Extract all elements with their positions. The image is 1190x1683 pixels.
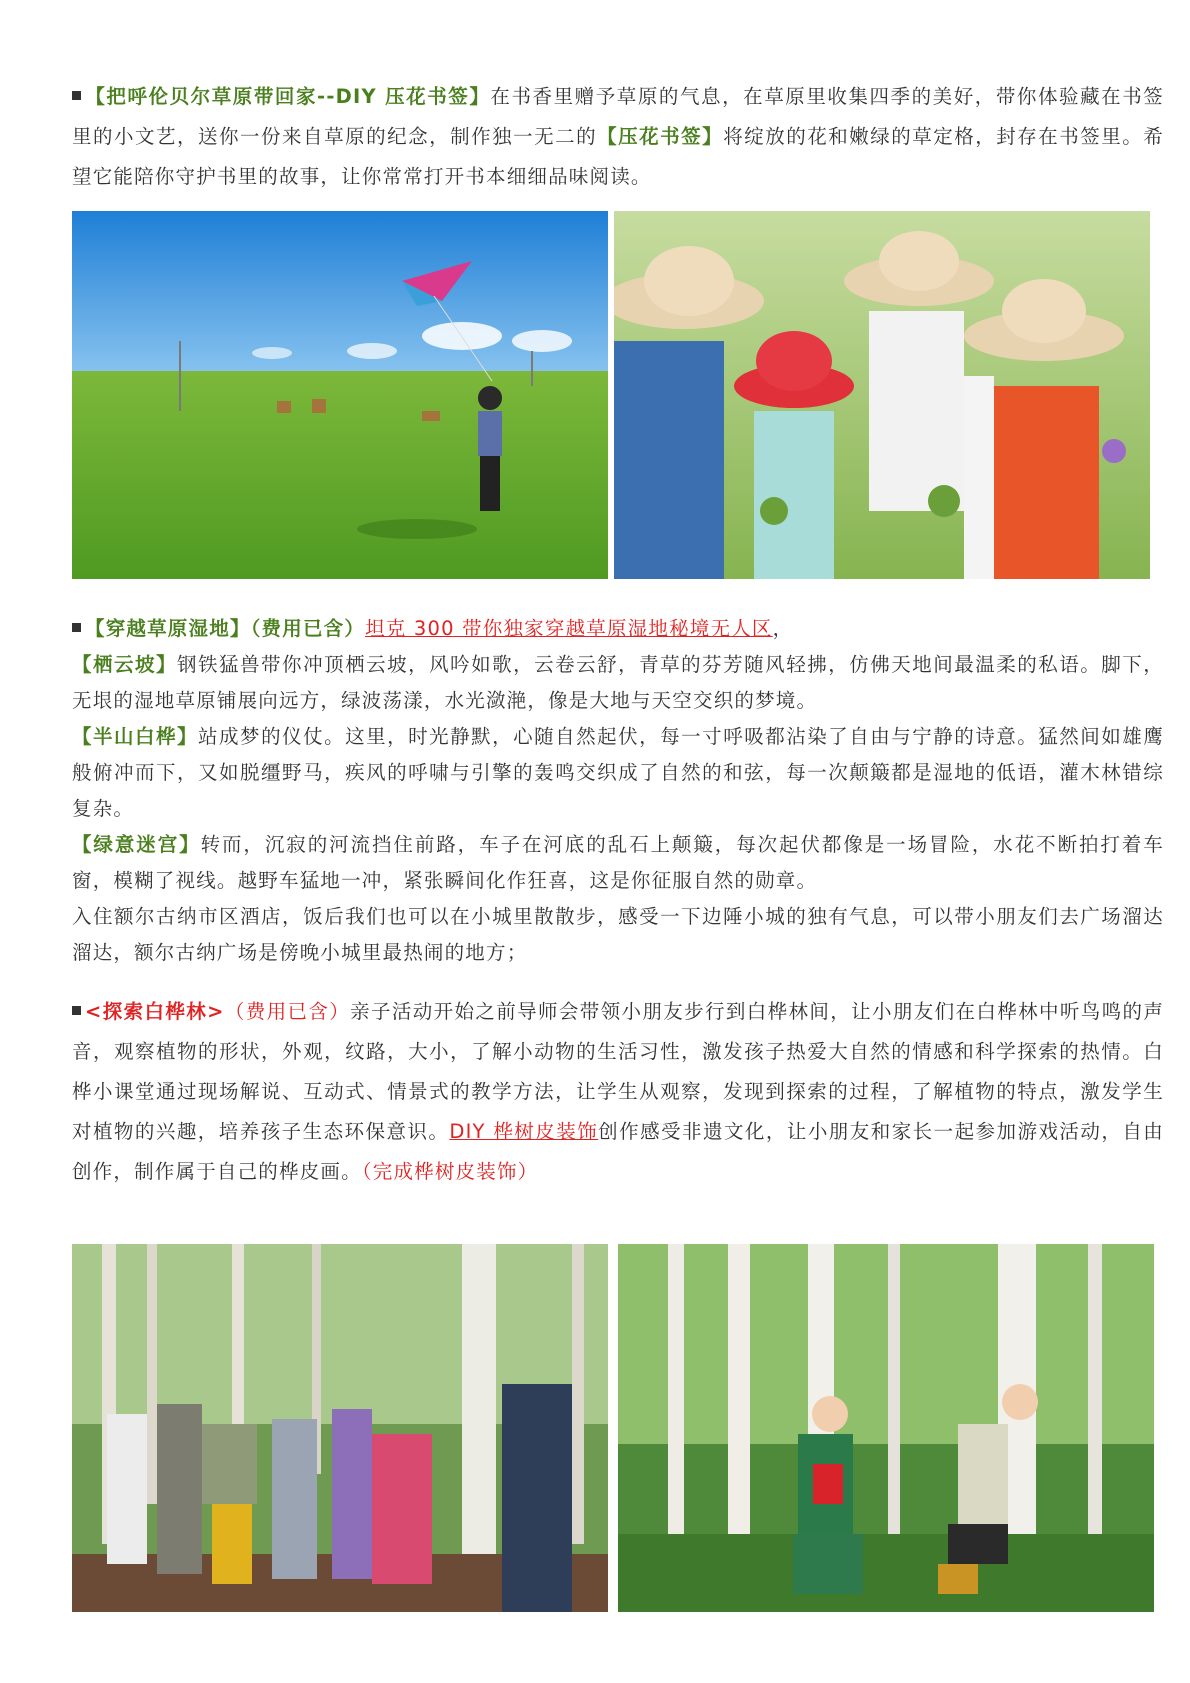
- section-text: 在书香里赠予草原的气息，在草原里收集四季的美好，带你体验藏在书签里的小文艺，送你一份来自草原的纪念，制作独一无二的: [72, 85, 1164, 148]
- section-title: <探索白桦林>: [85, 1000, 225, 1023]
- paragraph-text: 钢铁猛兽带你冲顶栖云坡，风吟如歌，云卷云舒，青草的芬芳随风轻拂，仿佛天地间最温柔的私语。脚下，无垠的湿地草原铺展向远方，绿波荡漾，水光潋滟，像是大地与天空交织的梦境。: [72, 653, 1164, 712]
- paragraph-text: 转而，沉寂的河流挡住前路，车子在河底的乱石上颠簸，每次起伏都像是一场冒险，水花不断拍打着车窗，模糊了视线。越野车猛地一冲，紧张瞬间化作狂喜，这是你征服自然的勋章。: [72, 833, 1164, 892]
- section-text: 亲子活动开始之前导师会带领小朋友步行到白桦林间，让小朋友们在白桦林中听鸟鸣的声音，观察植物的形状，外观，纹路，大小，了解小动物的生活习性，激发孩子热爱大自然的情感和科学探索的热情。白桦小课堂通过现场解说、互动式、情景式的教学方法，让学生从观察，发现到探索的过程，了解植物的特点，激发学生对植物的兴趣，培养孩子生态环保意识。: [72, 1000, 1165, 1143]
- paragraph-lvyi-migong: [72, 827, 1164, 899]
- section-birch-forest: [72, 992, 1164, 1192]
- highlight-bookmark: 【压花书签】: [597, 125, 724, 148]
- paragraph-label: 【栖云坡】: [72, 653, 178, 676]
- paragraph-qiyunpo: [72, 647, 1164, 719]
- section-text: 将绽放的花和嫩绿的草定格，封存在书签里。希望它能陪你守护书里的故事，让你常常打开书本细细品味阅读。: [72, 125, 1164, 188]
- section-title: 【穿越草原湿地】: [85, 617, 251, 640]
- paragraph-text: 入住额尔古纳市区酒店，饭后我们也可以在小城里散散步，感受一下边陲小城的独有气息，可以带小朋友们去广场溜达溜达，额尔古纳广场是傍晚小城里最热闹的地方；: [72, 905, 1164, 964]
- paragraph-label: 【半山白桦】: [72, 725, 199, 748]
- fee-included-label: （费用已含）: [224, 1000, 351, 1023]
- paragraph-hotel-stay: [72, 899, 1164, 971]
- completion-note: （完成桦树皮装饰）: [361, 1160, 539, 1183]
- bullet-square-icon: [72, 623, 81, 632]
- bullet-square-icon: [72, 1006, 81, 1015]
- tank300-link[interactable]: 坦克 300 带你独家穿越草原湿地秘境无人区: [365, 617, 773, 640]
- photo-birch-forest-group: [72, 1244, 608, 1612]
- bullet-square-icon: [72, 91, 81, 100]
- section-text: 创作感受非遗文化，让小朋友和家长一起参加游戏活动，自由创作，制作属于自己的桦皮画。: [72, 1120, 1164, 1183]
- section-title: 【把呼伦贝尔草原带回家--DIY 压花书签】: [85, 85, 491, 108]
- paragraph-label: 【绿意迷宫】: [72, 833, 201, 856]
- photo-kids-hugging-birch: [618, 1244, 1154, 1612]
- section-wetland-crossing: [72, 611, 1164, 971]
- paragraph-banshan-baihua: [72, 719, 1164, 827]
- photo-children-picking-flowers: [614, 211, 1150, 579]
- section-header-line: [72, 611, 1164, 647]
- link-tail: ，: [772, 617, 794, 640]
- diy-birch-bark-link[interactable]: DIY 桦树皮装饰: [449, 1120, 599, 1143]
- fee-included-label: （费用已含）: [250, 617, 366, 640]
- paragraph-text: 站成梦的仪仗。这里，时光静默，心随自然起伏，每一寸呼吸都沾染了自由与宁静的诗意。猛然间如雄鹰般俯冲而下，又如脱缰野马，疾风的呼啸与引擎的轰鸣交织成了自然的和弦，每一次颠簸都是湿地的低语，灌木林错综复杂。: [72, 725, 1165, 820]
- section-pressed-flower-bookmark: [72, 77, 1164, 197]
- photo-kite-flying: [72, 211, 608, 579]
